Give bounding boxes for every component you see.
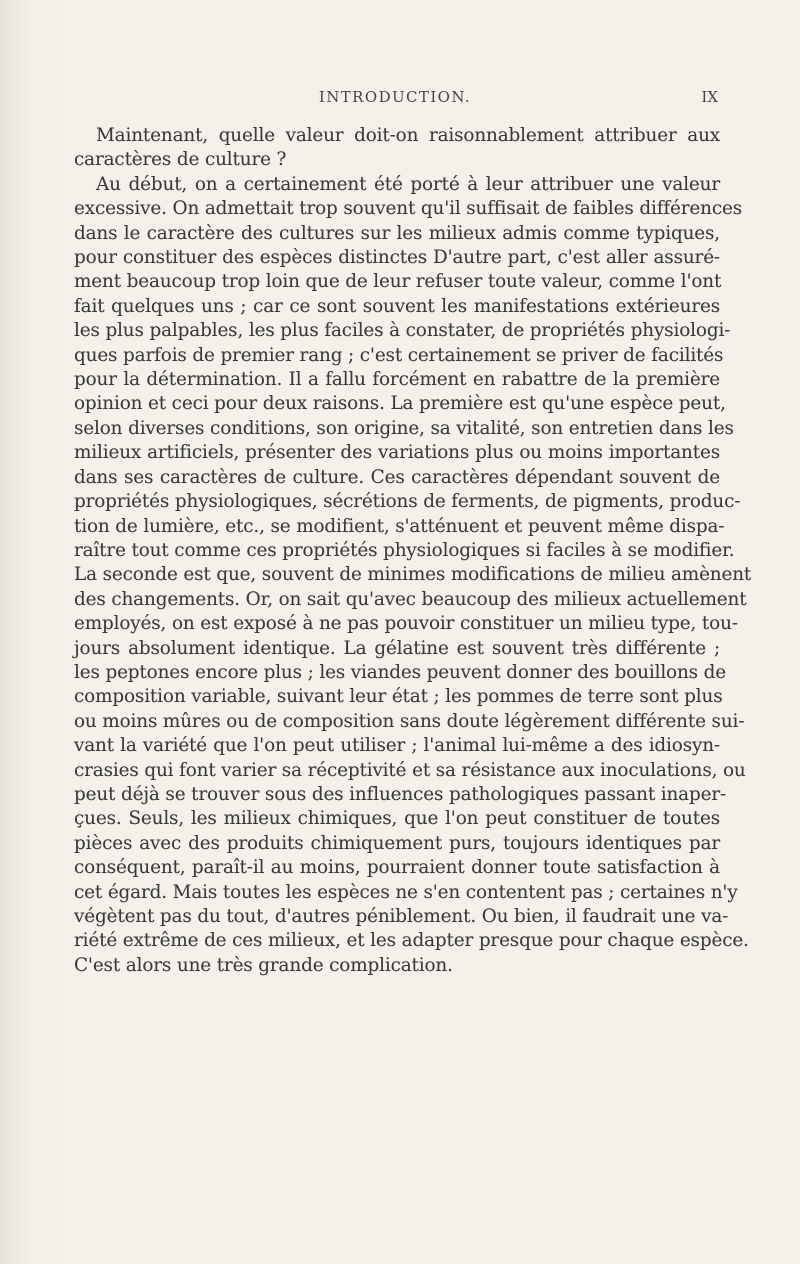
- text-line: les plus palpables, les plus faciles à constater, de propriétés physiologi-: [74, 320, 731, 342]
- text-line: jours absolument identique. La gélatine est souvent très différente ;: [74, 637, 720, 659]
- text-line: dans le caractère des cultures sur les milieux admis comme typiques,: [74, 222, 720, 244]
- text-line: dans ses caractères de culture. Ces caractères dépendant souvent de: [74, 466, 720, 488]
- text-line: caractères de culture ?: [74, 149, 287, 171]
- paragraph: [74, 124, 720, 173]
- text-line: excessive. On admettait trop souvent qu'il suffisait de faibles différences: [74, 198, 743, 220]
- text-line: peut déjà se trouver sous des influences pathologiques passant inaper-: [74, 783, 727, 805]
- text-line: raître tout comme ces propriétés physiologiques si faciles à se modifier.: [74, 539, 735, 561]
- text-line: fait quelques uns ; car ce sont souvent les manifestations extérieures: [74, 295, 720, 317]
- text-line: des changements. Or, on sait qu'avec beaucoup des milieux actuellement: [74, 588, 747, 610]
- text-line: végètent pas du tout, d'autres péniblement. Ou bien, il faudrait une va-: [74, 906, 729, 927]
- text-line: crasies qui font varier sa réceptivité et sa résistance aux inoculations, ou: [74, 759, 746, 781]
- text-line: pièces avec des produits chimiquement purs, toujours identiques par: [74, 832, 720, 854]
- text-line: ment beaucoup trop loin que de leur refuser toute valeur, comme l'ont: [74, 271, 722, 293]
- text-line: Au début, on a certainement été porté à leur attribuer une valeur: [96, 173, 720, 195]
- running-head: [72, 88, 718, 112]
- text-line: C'est alors une très grande complication.: [74, 954, 453, 976]
- chapter-title: INTRODUCTION.: [318, 88, 472, 106]
- text-line: vant la variété que l'on peut utiliser ; l'animal lui-même a des idiosyn-: [74, 735, 720, 757]
- text-line: opinion et ceci pour deux raisons. La première est qu'une espèce peut,: [74, 393, 726, 415]
- text-line: ou moins mûres ou de composition sans doute légèrement différente sui-: [74, 710, 745, 732]
- paragraph: [74, 173, 752, 978]
- text-line: conséquent, paraît-il au moins, pourraient donner toute satisfaction à: [74, 857, 720, 879]
- text-line: tion de lumière, etc., se modifient, s'atténuent et peuvent même dispa-: [74, 515, 725, 537]
- text-line: çues. Seuls, les milieux chimiques, que l'on peut constituer de toutes: [74, 808, 720, 830]
- text-line: pour constituer des espèces distinctes D'autre part, c'est aller assuré-: [74, 247, 720, 269]
- text-line: cet égard. Mais toutes les espèces ne s'en contentent pas ; certaines n'y: [74, 881, 738, 903]
- text-line: La seconde est que, souvent de minimes modifications de milieu amènent: [74, 564, 752, 586]
- text-line: les peptones encore plus ; les viandes peuvent donner des bouillons de: [74, 661, 727, 683]
- text-line: propriétés physiologiques, sécrétions de ferments, de pigments, produc-: [74, 491, 741, 513]
- page-number: IX: [701, 88, 718, 106]
- text-line: pour la détermination. Il a fallu forcément en rabattre de la première: [74, 369, 720, 391]
- text-line: Maintenant, quelle valeur doit-on raisonnablement attribuer aux: [96, 125, 720, 146]
- text-line: milieux artificiels, présenter des variations plus ou moins importantes: [74, 442, 720, 464]
- text-line: composition variable, suivant leur état ; les pommes de terre sont plus: [74, 686, 723, 708]
- text-line: employés, on est exposé à ne pas pouvoir constituer un milieu type, tou-: [74, 613, 738, 635]
- text-line: ques parfois de premier rang ; c'est certainement se priver de facilités: [74, 344, 724, 366]
- text-line: riété extrême de ces milieux, et les adapter presque pour chaque espèce.: [74, 930, 749, 952]
- text-line: selon diverses conditions, son origine, sa vitalité, son entretien dans les: [74, 417, 734, 439]
- body-text: [74, 124, 752, 978]
